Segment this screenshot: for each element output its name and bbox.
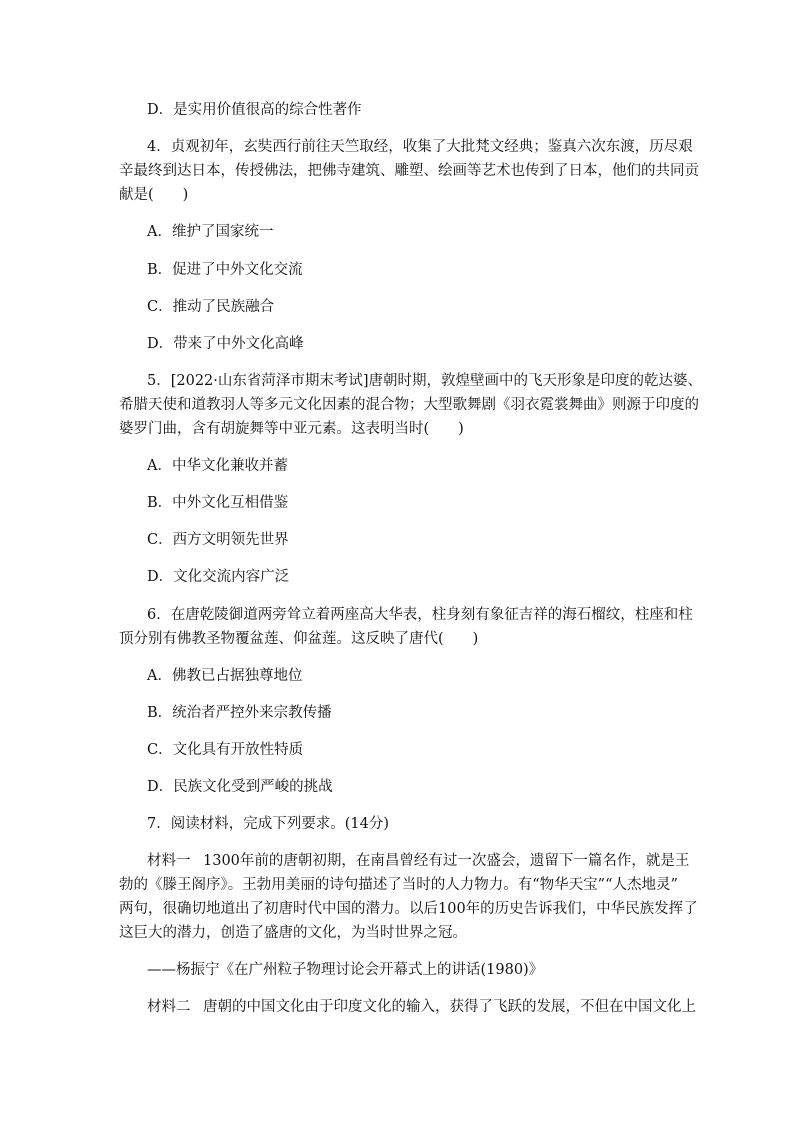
q5-option-c: C．西方文明领先世界 [147, 532, 289, 548]
q4-option-c: C．推动了民族融合 [147, 299, 275, 315]
q6-option-a: A．佛教已占据独尊地位 [147, 668, 303, 684]
q6-option-d: D．民族文化受到严峻的挑战 [147, 779, 333, 795]
q7-material-1-source: ——杨振宁《在广州粒子物理讨论会开幕式上的讲话(1980)》 [147, 962, 544, 978]
q4-option-a: A．维护了国家统一 [147, 224, 274, 240]
q5-option-d: D．文化交流内容广泛 [147, 569, 290, 585]
q5-option-b: B．中外文化互相借鉴 [147, 495, 289, 511]
q4-option-b: B．促进了中外文化交流 [147, 262, 303, 278]
q6-option-c: C．文化具有开放性特质 [147, 742, 304, 758]
q3-option-d: D．是实用价值很高的综合性著作 [147, 102, 362, 118]
q6-option-b: B．统治者严控外来宗教传播 [147, 705, 332, 721]
q7-stem: 7．阅读材料，完成下列要求。(14分) [147, 816, 389, 832]
q5-option-a: A．中华文化兼收并蓄 [147, 458, 288, 474]
q4-option-d: D．带来了中外文化高峰 [147, 336, 304, 352]
